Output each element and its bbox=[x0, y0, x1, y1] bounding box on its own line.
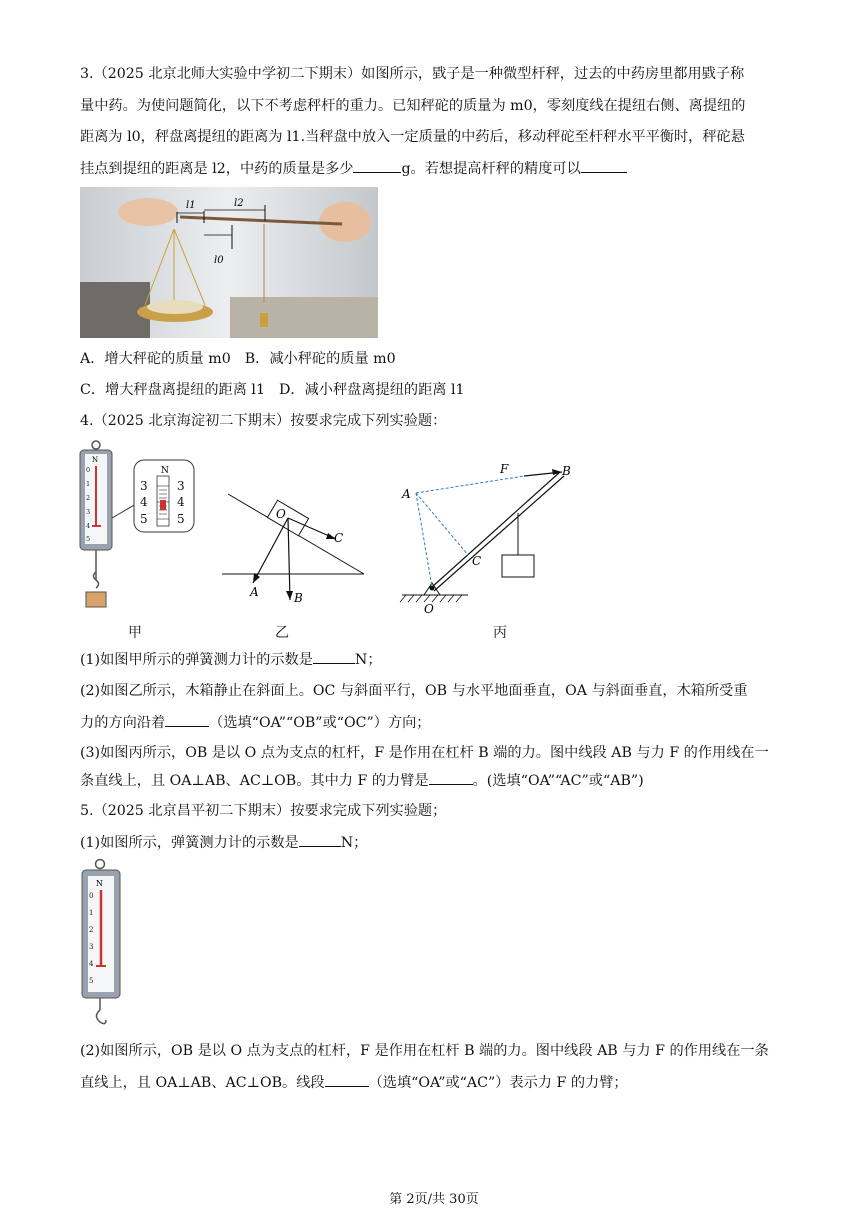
q3-blank-2[interactable] bbox=[581, 158, 627, 173]
caption-yi: 乙 bbox=[275, 625, 289, 641]
q5-part-2-b: （选填“OA”或“AC”）表示力 F 的力臂； bbox=[368, 1075, 628, 1091]
bing-point-o: O bbox=[424, 602, 434, 616]
yi-point-c: C bbox=[334, 531, 344, 545]
q5-tick-1: 1 bbox=[89, 909, 94, 917]
jia-tick-2: 2 bbox=[86, 494, 91, 502]
bing-point-b: B bbox=[562, 464, 571, 478]
jia-tick-4: 4 bbox=[86, 522, 91, 530]
q4-part-1-b: N； bbox=[354, 652, 382, 668]
jia-zoom-left-5: 5 bbox=[140, 512, 148, 526]
bing-point-f: F bbox=[500, 462, 509, 476]
jia-zoom-left-3: 3 bbox=[140, 479, 148, 493]
photo-label-l2: l2 bbox=[234, 198, 244, 209]
jia-tick-5: 5 bbox=[86, 535, 91, 543]
q4-part-1 bbox=[80, 649, 382, 670]
q3-line-4-b: g。若想提高杆秤的精度可以 bbox=[401, 161, 581, 177]
jia-unit-label: N bbox=[92, 456, 99, 464]
q4-blank-1[interactable] bbox=[313, 649, 355, 664]
q3-line-1: 3.（2025 北京北师大实验中学初二下期末）如图所示，戥子是一种微型杆秤，过去的中药房里都用戥子称 bbox=[80, 66, 745, 82]
q5-tick-0: 0 bbox=[89, 892, 94, 900]
q5-unit-label: N bbox=[96, 879, 103, 888]
fig-jia-spring-scale bbox=[72, 440, 202, 610]
bing-point-c: C bbox=[472, 554, 482, 568]
photo-label-l1: l1 bbox=[186, 200, 196, 211]
q4-part-3-line-1: (3)如图丙所示，OB 是以 O 点为支点的杠杆，F 是作用在杠杆 B 端的力。图中线段 AB 与力 F 的作用线在一 bbox=[80, 745, 769, 761]
jia-tick-0: 0 bbox=[86, 466, 91, 474]
q3-option-a[interactable]: A．增大秤砣的质量 m0 bbox=[80, 351, 231, 367]
q3-option-b[interactable]: B．减小秤砣的质量 m0 bbox=[244, 351, 396, 367]
q5-part-2-line-2 bbox=[80, 1072, 628, 1093]
q3-blank-1[interactable] bbox=[353, 158, 401, 173]
q3-option-d[interactable]: D．减小秤盘离提纽的距离 l1 bbox=[279, 382, 465, 398]
jia-zoom-right-5: 5 bbox=[177, 512, 185, 526]
q5-part-2-a: 直线上，且 OA⊥AB、AC⊥OB。线段 bbox=[80, 1075, 325, 1091]
photo-label-l0: l0 bbox=[214, 255, 224, 266]
fig-bing-lever bbox=[396, 455, 576, 617]
q3-options-cd bbox=[80, 380, 465, 400]
q4-part-3-a: 条直线上，且 OA⊥AB、AC⊥OB。其中力 F 的力臂是 bbox=[80, 773, 429, 789]
q3-line-2: 量中药。为使问题简化，以下不考虑秤杆的重力。已知秤砣的质量为 m0，零刻度线在提纽右侧、离提纽的 bbox=[80, 98, 746, 114]
bing-point-a: A bbox=[402, 487, 411, 501]
q4-part-2-b: （选填“OA”“OB”或“OC”）方向； bbox=[209, 715, 431, 731]
q4-part-2-line-1: (2)如图乙所示，木箱静止在斜面上。OC 与斜面平行，OB 与水平地面垂直，OA 与斜面垂直，木箱所受重 bbox=[80, 683, 748, 699]
q5-tick-3: 3 bbox=[89, 943, 94, 951]
fig-yi-incline bbox=[218, 488, 368, 608]
q4-part-3-line-2 bbox=[80, 770, 644, 791]
yi-point-o: O bbox=[276, 507, 286, 521]
caption-bing: 丙 bbox=[493, 625, 507, 641]
q5-tick-5: 5 bbox=[89, 977, 94, 985]
q3-option-c[interactable]: C．增大秤盘离提纽的距离 l1 bbox=[80, 382, 265, 398]
jia-tick-1: 1 bbox=[86, 480, 91, 488]
q4-part-3-b: 。(选填“OA”“AC”或“AB”) bbox=[472, 773, 644, 789]
q5-part-1-b: N； bbox=[340, 835, 368, 851]
q4-blank-3[interactable] bbox=[429, 770, 473, 785]
q3-line-4-a: 挂点到提纽的距离是 l2，中药的质量是多少 bbox=[80, 161, 354, 177]
jia-zoom-right-3: 3 bbox=[177, 479, 185, 493]
jia-zoom-right-4: 4 bbox=[177, 495, 185, 509]
q5-tick-4: 4 bbox=[89, 960, 94, 968]
q5-blank-1[interactable] bbox=[299, 832, 341, 847]
jia-tick-3: 3 bbox=[86, 508, 91, 516]
page-footer: 第 2页/共 30页 bbox=[389, 1192, 479, 1207]
q4-part-2-a: 力的方向沿着 bbox=[80, 715, 166, 731]
q5-part-2-line-1: (2)如图所示，OB 是以 O 点为支点的杠杆，F 是作用在杠杆 B 端的力。图中线段 AB 与力 F 的作用线在一条 bbox=[80, 1043, 769, 1059]
yi-point-b: B bbox=[294, 591, 303, 605]
q5-title: 5.（2025 北京昌平初二下期末）按要求完成下列实验题； bbox=[80, 803, 447, 819]
q5-part-1-a: (1)如图所示，弹簧测力计的示数是 bbox=[80, 835, 299, 851]
q4-blank-2[interactable] bbox=[165, 712, 209, 727]
q5-spring-scale bbox=[78, 858, 126, 1030]
q3-line-3: 距离为 l0，秤盘离提纽的距离为 l1.当秤盘中放入一定质量的中药后，移动秤砣至杆秤水平平衡时，秤砣悬 bbox=[80, 129, 745, 145]
jia-zoom-left-4: 4 bbox=[140, 495, 148, 509]
jia-zoom-unit: N bbox=[161, 466, 169, 476]
q5-tick-2: 2 bbox=[89, 926, 94, 934]
q4-part-2-line-2 bbox=[80, 712, 431, 733]
q4-part-1-a: (1)如图甲所示的弹簧测力计的示数是 bbox=[80, 652, 313, 668]
dengzi-photo bbox=[80, 187, 378, 338]
q3-options-ab bbox=[80, 349, 396, 369]
q3-line-4 bbox=[80, 158, 627, 179]
q5-blank-2[interactable] bbox=[325, 1072, 369, 1087]
q5-part-1 bbox=[80, 832, 367, 853]
caption-jia: 甲 bbox=[128, 625, 142, 641]
yi-point-a: A bbox=[250, 585, 259, 599]
q4-title: 4.（2025 北京海淀初二下期末）按要求完成下列实验题： bbox=[80, 413, 447, 429]
